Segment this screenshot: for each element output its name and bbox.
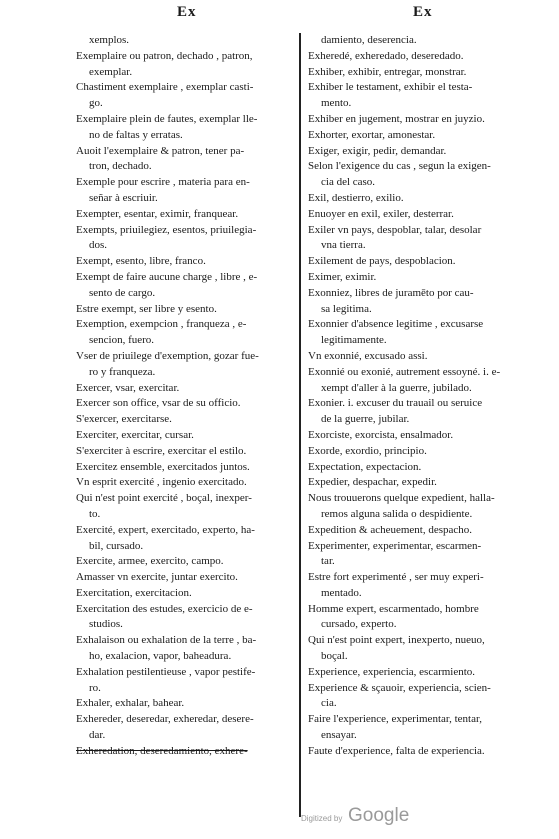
dictionary-line: Qui n'est point exercité , boçal, inexper-: [76, 492, 252, 505]
dictionary-line: damiento, deserencia.: [321, 34, 417, 46]
dictionary-line: Exercer son office, vsar de su officio.: [76, 397, 241, 410]
dictionary-line: Exercitation, exercitacion.: [76, 586, 192, 599]
dictionary-line: Expectation, expectacion.: [308, 460, 422, 473]
dictionary-line: Exiger, exigir, pedir, demandar.: [308, 144, 447, 157]
dictionary-line: sencion, fuero.: [89, 334, 155, 347]
dictionary-line: Exil, destierro, exilio.: [308, 191, 404, 204]
dictionary-line: Exheredé, exheredado, deseredado.: [308, 49, 464, 62]
dictionary-line: no de faltas y erratas.: [89, 128, 183, 141]
dictionary-line: Faire l'experience, experimentar, tentar,: [308, 713, 482, 726]
dictionary-line: cursado, experto.: [321, 618, 397, 631]
dictionary-line: Exhorter, exortar, amonestar.: [308, 128, 436, 141]
dictionary-line: Expedition & acheuement, despacho.: [308, 523, 473, 536]
right-running-headword: Ex: [413, 4, 433, 20]
dictionary-line: cia del caso.: [321, 176, 376, 189]
dictionary-line: Vser de priuilege d'exemption, gozar fue-: [76, 349, 259, 362]
dictionary-line: Amasser vn exercite, juntar exercito.: [76, 571, 238, 584]
dictionary-line: Exerciter, exercitar, cursar.: [76, 428, 194, 441]
dictionary-line: señar à escriuir.: [89, 191, 158, 204]
dictionary-line: Exorciste, exorcista, ensalmador.: [308, 428, 454, 441]
dictionary-line: Exempter, esentar, eximir, franquear.: [76, 207, 239, 220]
dictionary-line: sa legitima.: [321, 302, 372, 315]
dictionary-line: cia.: [321, 697, 337, 710]
dictionary-line: dos.: [89, 239, 108, 252]
dictionary-line: Exiler vn pays, despoblar, talar, desolar: [308, 223, 482, 236]
dictionary-line: boçal.: [321, 650, 348, 663]
dictionary-line: Exemplaire ou patron, dechado , patron,: [76, 49, 253, 62]
dictionary-line: Exhiber en jugement, mostrar en juyzio.: [308, 112, 485, 125]
dictionary-line: S'exerciter à escrire, exercitar el estilo.: [76, 444, 247, 457]
dictionary-line: Exercité, expert, exercitado, experto, ha-: [76, 523, 255, 536]
dictionary-line: Exercite, armee, exercito, campo.: [76, 555, 224, 568]
dictionary-line: Experience & sçauoir, experiencia, scien-: [308, 681, 491, 694]
dictionary-line: legitimamente.: [321, 334, 387, 347]
dictionary-line: Vn exonnié, excusado assi.: [308, 349, 428, 362]
dictionary-line: Experimenter, experimentar, escarmen-: [308, 539, 482, 552]
dictionary-line: dar.: [89, 729, 106, 742]
dictionary-line: Chastiment exemplaire , exemplar casti-: [76, 81, 254, 94]
left-column: [76, 33, 294, 760]
dictionary-line: Exhereder, deseredar, exheredar, desere-: [76, 713, 254, 726]
dictionary-line: ensayar.: [321, 729, 357, 742]
dictionary-line: Exemplaire plein de fautes, exemplar lle-: [76, 112, 258, 125]
dictionary-line: Qui n'est point expert, inexperto, nueuo,: [308, 634, 485, 647]
dictionary-line: ho, exalacion, vapor, baheadura.: [89, 650, 232, 663]
dictionary-line: to.: [89, 507, 101, 520]
google-watermark: Google: [348, 805, 410, 826]
dictionary-line: Expedier, despachar, expedir.: [308, 476, 437, 489]
dictionary-line: sento de cargo.: [89, 286, 156, 299]
dictionary-line: Exheredation, deseredamiento, exhere-: [76, 744, 248, 757]
dictionary-line: Exemption, exempcion , franqueza , e-: [76, 318, 247, 331]
dictionary-line: Exonniez, libres de juramēto por cau-: [308, 286, 474, 299]
dictionary-line: Exonier. i. excuser du trauail ou seruice: [308, 397, 483, 410]
dictionary-line: Exemple pour escrire , materia para en-: [76, 176, 250, 189]
digitized-by-label: Digitized by: [301, 814, 343, 823]
dictionary-line: tron, dechado.: [89, 160, 152, 173]
dictionary-line: S'exercer, exercitarse.: [76, 413, 172, 426]
dictionary-line: Exorde, exordio, principio.: [308, 444, 427, 457]
dictionary-line: ro.: [89, 681, 101, 694]
dictionary-line: Exempt, esento, libre, franco.: [76, 255, 206, 268]
dictionary-line: Exempts, priuilegiez, esentos, priuilegia-: [76, 223, 257, 236]
dictionary-line: go.: [89, 97, 103, 110]
dictionary-line: mentado.: [321, 586, 362, 599]
dictionary-line: Estre exempt, ser libre y esento.: [76, 302, 217, 315]
running-header: [0, 4, 559, 30]
dictionary-line: Homme expert, escarmentado, hombre: [308, 602, 479, 615]
dictionary-line: Exonnier d'absence legitime , excusarse: [308, 318, 484, 331]
dictionary-line: Exhiber le testament, exhibir el testa-: [308, 81, 473, 94]
dictionary-line: bil, cursado.: [89, 539, 144, 552]
dictionary-line: ro y franqueza.: [89, 365, 156, 378]
dictionary-line: Enuoyer en exil, exiler, desterrar.: [308, 207, 454, 220]
dictionary-line: Faute d'experience, falta de experiencia.: [308, 744, 485, 757]
dictionary-line: vna tierra.: [321, 239, 366, 252]
dictionary-line: Selon l'exigence du cas , segun la exigen-: [308, 160, 491, 173]
dictionary-line: remos alguna salida o despidiente.: [321, 507, 473, 520]
dictionary-line: Exhalation pestilentieuse , vapor pestife-: [76, 665, 256, 678]
dictionary-line: Eximer, eximir.: [308, 270, 377, 283]
dictionary-line: Exercer, vsar, exercitar.: [76, 381, 180, 394]
dictionary-line: xemplos.: [89, 34, 130, 46]
dictionary-line: mento.: [321, 97, 352, 110]
dictionary-line: tar.: [321, 555, 335, 568]
dictionary-line: Exhaler, exhalar, bahear.: [76, 697, 185, 710]
dictionary-line: Exercitation des estudes, exercicio de e-: [76, 602, 253, 615]
dictionary-line: Exonnié ou exonié, autrement essoyné. i. e-: [308, 365, 501, 378]
dictionary-line: Estre fort experimenté , ser muy experi-: [308, 571, 484, 584]
dictionary-line: Exhalaison ou exhalation de la terre , ba-: [76, 634, 257, 647]
dictionary-line: exemplar.: [89, 65, 133, 78]
dictionary-line: Experience, experiencia, escarmiento.: [308, 665, 476, 678]
right-column: [308, 33, 526, 760]
dictionary-line: Exhiber, exhibir, entregar, monstrar.: [308, 65, 467, 78]
dictionary-line: Exempt de faire aucune charge , libre , e-: [76, 270, 258, 283]
footer: [0, 805, 559, 829]
column-divider: [299, 33, 301, 817]
left-running-headword: Ex: [177, 4, 197, 20]
dictionary-line: Nous trouuerons quelque expedient, halla-: [308, 492, 495, 505]
dictionary-line: Auoit l'exemplaire & patron, tener pa-: [76, 144, 245, 157]
dictionary-line: xempt d'aller à la guerre, jubilado.: [321, 381, 472, 394]
dictionary-line: studios.: [89, 618, 123, 631]
dictionary-line: Exercitez ensemble, exercitados juntos.: [76, 460, 250, 473]
dictionary-line: Vn esprit exercité , ingenio exercitado.: [76, 476, 247, 489]
dictionary-line: Exilement de pays, despoblacion.: [308, 255, 456, 268]
dictionary-line: de la guerre, jubilar.: [321, 413, 410, 426]
